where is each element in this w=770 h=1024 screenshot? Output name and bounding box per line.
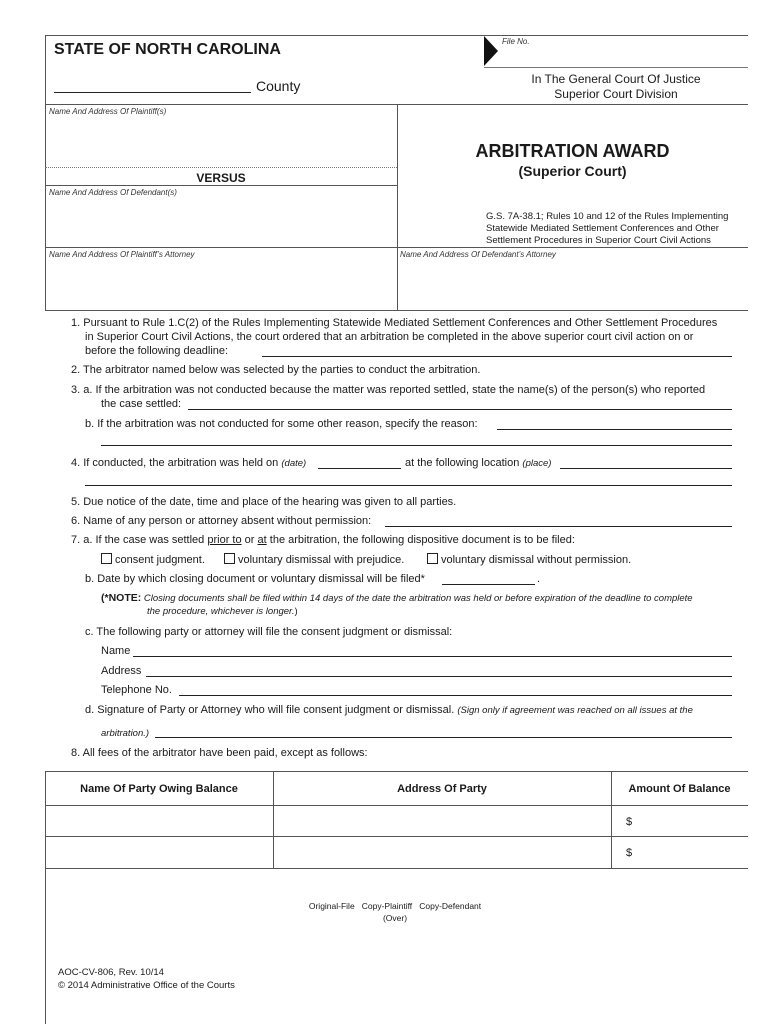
col-header-party: Name Of Party Owing Balance xyxy=(80,783,238,795)
plaintiff-field[interactable] xyxy=(46,118,396,166)
reason-input-line-1[interactable] xyxy=(497,429,732,430)
row-1-amount-cell[interactable] xyxy=(612,806,748,836)
note-text-2: the procedure, whichever is longer. xyxy=(147,606,295,617)
signature-input-line[interactable] xyxy=(155,737,732,738)
header-top-border xyxy=(45,35,748,36)
phone-input-line[interactable] xyxy=(179,695,732,696)
arbitration-date-input-line[interactable] xyxy=(318,468,401,469)
form-title: ARBITRATION AWARD xyxy=(475,141,670,161)
item-7a-prior: prior to xyxy=(207,534,242,546)
item-4-location xyxy=(405,457,551,469)
col-header-address: Address Of Party xyxy=(397,783,487,795)
address-label: Address xyxy=(101,665,142,677)
row-1-address-cell[interactable] xyxy=(274,806,611,836)
item-4 xyxy=(71,457,306,469)
note-line-2 xyxy=(147,606,298,617)
county-input-line[interactable] xyxy=(54,92,251,93)
statute-line-1: G.S. 7A-38.1; Rules 10 and 12 of the Rules Implementing xyxy=(486,211,729,222)
phone-label: Telephone No. xyxy=(101,684,172,696)
reason-input-line-2[interactable] xyxy=(101,445,732,446)
item-3b: b. If the arbitration was not conducted for some other reason, specify the reason: xyxy=(85,418,478,430)
dismissal-without-permission-label: voluntary dismissal without permission. xyxy=(441,554,632,566)
table-row-2-border xyxy=(45,868,748,869)
note-text-1: Closing documents shall be filed within 14 days of the date the arbitration was held or before expiration of the deadline to complete xyxy=(143,593,693,604)
court-line-1: In The General Court Of Justice xyxy=(531,72,701,86)
file-no-label: File No. xyxy=(502,37,530,46)
item-7d xyxy=(85,704,693,716)
statute-line-3: Settlement Procedures in Superior Court Civil Actions xyxy=(486,235,711,246)
item-7d-note-2: arbitration.) xyxy=(101,728,150,739)
item-7d-text: d. Signature of Party or Attorney who will file consent judgment or dismissal. xyxy=(85,704,455,716)
defendant-attorney-field[interactable] xyxy=(398,261,747,309)
item-2: 2. The arbitrator named below was selected by the parties to conduct the arbitration. xyxy=(71,364,481,376)
table-top-border xyxy=(45,771,748,772)
county-label: County xyxy=(256,78,301,94)
item-7b: b. Date by which closing document or voluntary dismissal will be filed* xyxy=(85,573,425,585)
dismissal-with-prejudice-label: voluntary dismissal with prejudice. xyxy=(238,554,405,566)
item-7a-at: at xyxy=(257,534,267,546)
item-4-date-label: (date) xyxy=(281,458,307,469)
item-5: 5. Due notice of the date, time and place of the hearing was given to all parties. xyxy=(71,496,457,508)
settled-reporter-input-line[interactable] xyxy=(188,409,732,410)
versus-divider xyxy=(45,185,397,186)
row-2-currency: $ xyxy=(626,847,633,859)
item-3a-line-1: 3. a. If the arbitration was not conducted because the matter was reported settled, state the name(s) of the person(s) who reported xyxy=(71,384,706,396)
table-row xyxy=(46,837,748,868)
defendant-field[interactable] xyxy=(46,199,396,245)
item-4-mid: at the following location xyxy=(405,457,520,469)
plaintiff-attorney-label: Name And Address Of Plaintiff’s Attorney xyxy=(49,250,195,259)
item-1-line-3: before the following deadline: xyxy=(85,345,229,357)
versus-label: VERSUS xyxy=(196,171,246,185)
item-8: 8. All fees of the arbitrator have been paid, except as follows: xyxy=(71,747,368,759)
row-1-party-cell[interactable] xyxy=(46,806,273,836)
deadline-input-line[interactable] xyxy=(262,356,732,357)
attorney-bottom-border xyxy=(45,310,748,311)
closing-date-input-line[interactable] xyxy=(442,584,535,585)
note-end: ) xyxy=(294,606,298,617)
consent-judgment-label: consent judgment. xyxy=(115,554,205,566)
row-2-address-cell[interactable] xyxy=(274,837,611,868)
option-consent-judgment[interactable] xyxy=(101,553,205,566)
note-label: (*NOTE: xyxy=(101,592,142,604)
item-7a-part-2: the arbitration, the following dispositive document is to be filed: xyxy=(269,534,575,546)
defendant-label: Name And Address Of Defendant(s) xyxy=(49,188,177,197)
copyright: © 2014 Administrative Office of the Courts xyxy=(58,980,235,991)
dismissal-without-permission-checkbox[interactable] xyxy=(427,553,438,564)
over-label: (Over) xyxy=(382,913,408,923)
dismissal-with-prejudice-checkbox[interactable] xyxy=(224,553,235,564)
plaintiff-divider xyxy=(45,167,397,168)
item-4-place-label: (place) xyxy=(522,458,552,469)
plaintiff-attorney-field[interactable] xyxy=(46,261,396,309)
copies-distribution: Original-File Copy-Plaintiff Copy-Defendant xyxy=(308,901,482,911)
item-1-line-2: in Superior Court Civil Actions, the court ordered that an arbitration be completed in the above superior court civil action on or xyxy=(85,331,694,343)
consent-judgment-checkbox[interactable] xyxy=(101,553,112,564)
note-line-1 xyxy=(101,592,693,604)
row-2-amount-cell[interactable] xyxy=(612,837,748,868)
name-input-line[interactable] xyxy=(133,656,732,657)
col-header-amount: Amount Of Balance xyxy=(628,783,731,795)
item-7a-or: or xyxy=(244,534,255,546)
location-input-line-2[interactable] xyxy=(85,485,732,486)
item-6: 6. Name of any person or attorney absent without permission: xyxy=(71,515,372,527)
item-4-prefix: 4. If conducted, the arbitration was held on xyxy=(71,457,279,469)
file-no-input-line[interactable] xyxy=(484,67,748,68)
form-subtitle: (Superior Court) xyxy=(518,163,627,179)
table-row xyxy=(46,806,748,836)
absent-person-input-line[interactable] xyxy=(385,526,732,527)
name-label: Name xyxy=(101,645,131,657)
option-dismissal-without-permission[interactable] xyxy=(427,553,631,566)
item-7d-note: (Sign only if agreement was reached on all issues at the xyxy=(457,705,693,716)
court-line-2: Superior Court Division xyxy=(554,87,678,101)
defendant-attorney-label: Name And Address Of Defendant’s Attorney xyxy=(400,250,556,259)
statute-line-2: Statewide Mediated Settlement Conferences and Other xyxy=(486,223,719,234)
item-3a-line-2: the case settled: xyxy=(101,398,182,410)
row-1-currency: $ xyxy=(626,816,633,828)
address-input-line[interactable] xyxy=(146,676,732,677)
plaintiff-label: Name And Address Of Plaintiff(s) xyxy=(49,107,167,116)
item-7c: c. The following party or attorney will file the consent judgment or dismissal: xyxy=(85,626,453,638)
row-2-party-cell[interactable] xyxy=(46,837,273,868)
location-input-line-1[interactable] xyxy=(560,468,732,469)
attorney-top-border xyxy=(45,247,748,248)
item-7a-part-1: 7. a. If the case was settled xyxy=(71,534,205,546)
file-no-marker-icon xyxy=(484,36,498,66)
form-number: AOC-CV-806, Rev. 10/14 xyxy=(58,967,164,978)
item-7b-period: . xyxy=(537,573,541,585)
option-dismissal-with-prejudice[interactable] xyxy=(224,553,404,566)
item-1-line-1: 1. Pursuant to Rule 1.C(2) of the Rules Implementing Statewide Mediated Settlement Conferences and Other Settlement Procedures xyxy=(71,317,718,329)
item-7a xyxy=(71,534,575,546)
state-title: STATE OF NORTH CAROLINA xyxy=(54,41,281,58)
